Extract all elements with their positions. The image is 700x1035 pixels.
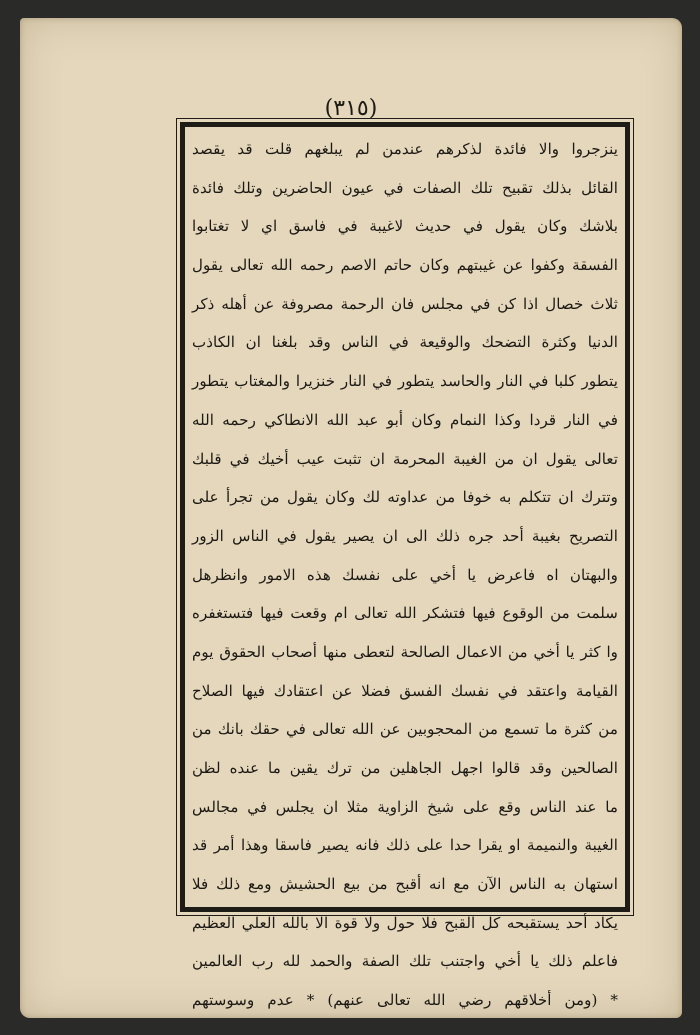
text-line: القائل بذلك تقبيح تلك الصفات في عيون الحاضرين وتلك فائدة <box>192 178 618 197</box>
text-line: يكاد أحد يستقبحه كل القبح فلا حول ولا قوة الا بالله العلي العظيم <box>192 913 618 932</box>
text-line: وا كثر يا أخي من الاعمال الصالحة لتعطى منها أصحاب الحقوق يوم <box>192 642 618 661</box>
text-line: الغيبة والنميمة او يقرا حدا على ذلك فانه يصير فاسقا وهذا أمر قد <box>192 836 618 855</box>
text-line: استهان به الناس الآن مع انه أقبح من بيع الحشيش ومع ذلك فلا <box>192 875 618 894</box>
text-line: ما عند الناس وقع على شيخ الزاوية مثلا ان يجلس في مجالس <box>192 797 618 816</box>
text-line: التصريح بغيبة أحد جره ذلك الى ان يصير يقول في الناس الزور <box>192 526 618 545</box>
text-line: * (ومن أخلاقهم رضي الله تعالى عنهم) * عدم وسوستهم <box>192 991 618 1010</box>
text-line: يتطور كلبا في النار والحاسد يتطور في النار خنزيرا والمغتاب يتطور <box>192 372 618 391</box>
text-line: والبهتان اه فاعرض يا أخي على نفسك هذه الامور وانظرهل <box>192 565 618 584</box>
text-line: فاعلم ذلك يا أخي واجتنب تلك الصفة والحمد لله رب العالمين <box>192 952 618 971</box>
text-line: من كثرة ما تسمع من المحجوبين عن الله تعالى في حقك بانك من <box>192 720 618 739</box>
text-line: الفسقة وكفوا عن غيبتهم وكان حاتم الاصم رحمه الله تعالى يقول <box>192 256 618 275</box>
text-line: القيامة واعتقد في نفسك الفسق فضلا عن اعتقادك فيها الصلاح <box>192 681 618 700</box>
text-line: الدنيا وكثرة التضحك والوقيعة في الناس وقد بلغنا ان الكاذب <box>192 333 618 352</box>
text-line: الصالحين وقد قالوا اجهل الجاهلين من ترك يقين ما عنده لظن <box>192 759 618 777</box>
text-line: وتترك ان تتكلم به خوفا من عداوته لك وكان يقول من تجرأ على <box>192 488 618 507</box>
text-line: في النار قردا وكذا النمام وكان أبو عبد الله الانطاكي رحمه الله <box>192 410 618 429</box>
text-line: ثلاث خصال اذا كن في مجلس فان الرحمة مصروفة عن أهله ذكر <box>192 294 618 313</box>
text-block <box>188 130 622 1010</box>
text-line: تعالى يقول ان من الغيبة المحرمة ان تثبت عيب أخيك في قلبك <box>192 449 618 468</box>
text-line: سلمت من الوقوع فيها فتشكر الله تعالى ام وقعت فيها فتستغفره <box>192 604 618 623</box>
text-line: بلاشك وكان يقول في حديث لاغيبة في فاسق اي لا تغتابوا <box>192 217 618 236</box>
text-line: ينزجروا والا فائدة لذكرهم عندمن لم يبلغهم قلت قد يقصد <box>192 140 618 158</box>
page-number: (٣١٥) <box>324 96 378 121</box>
